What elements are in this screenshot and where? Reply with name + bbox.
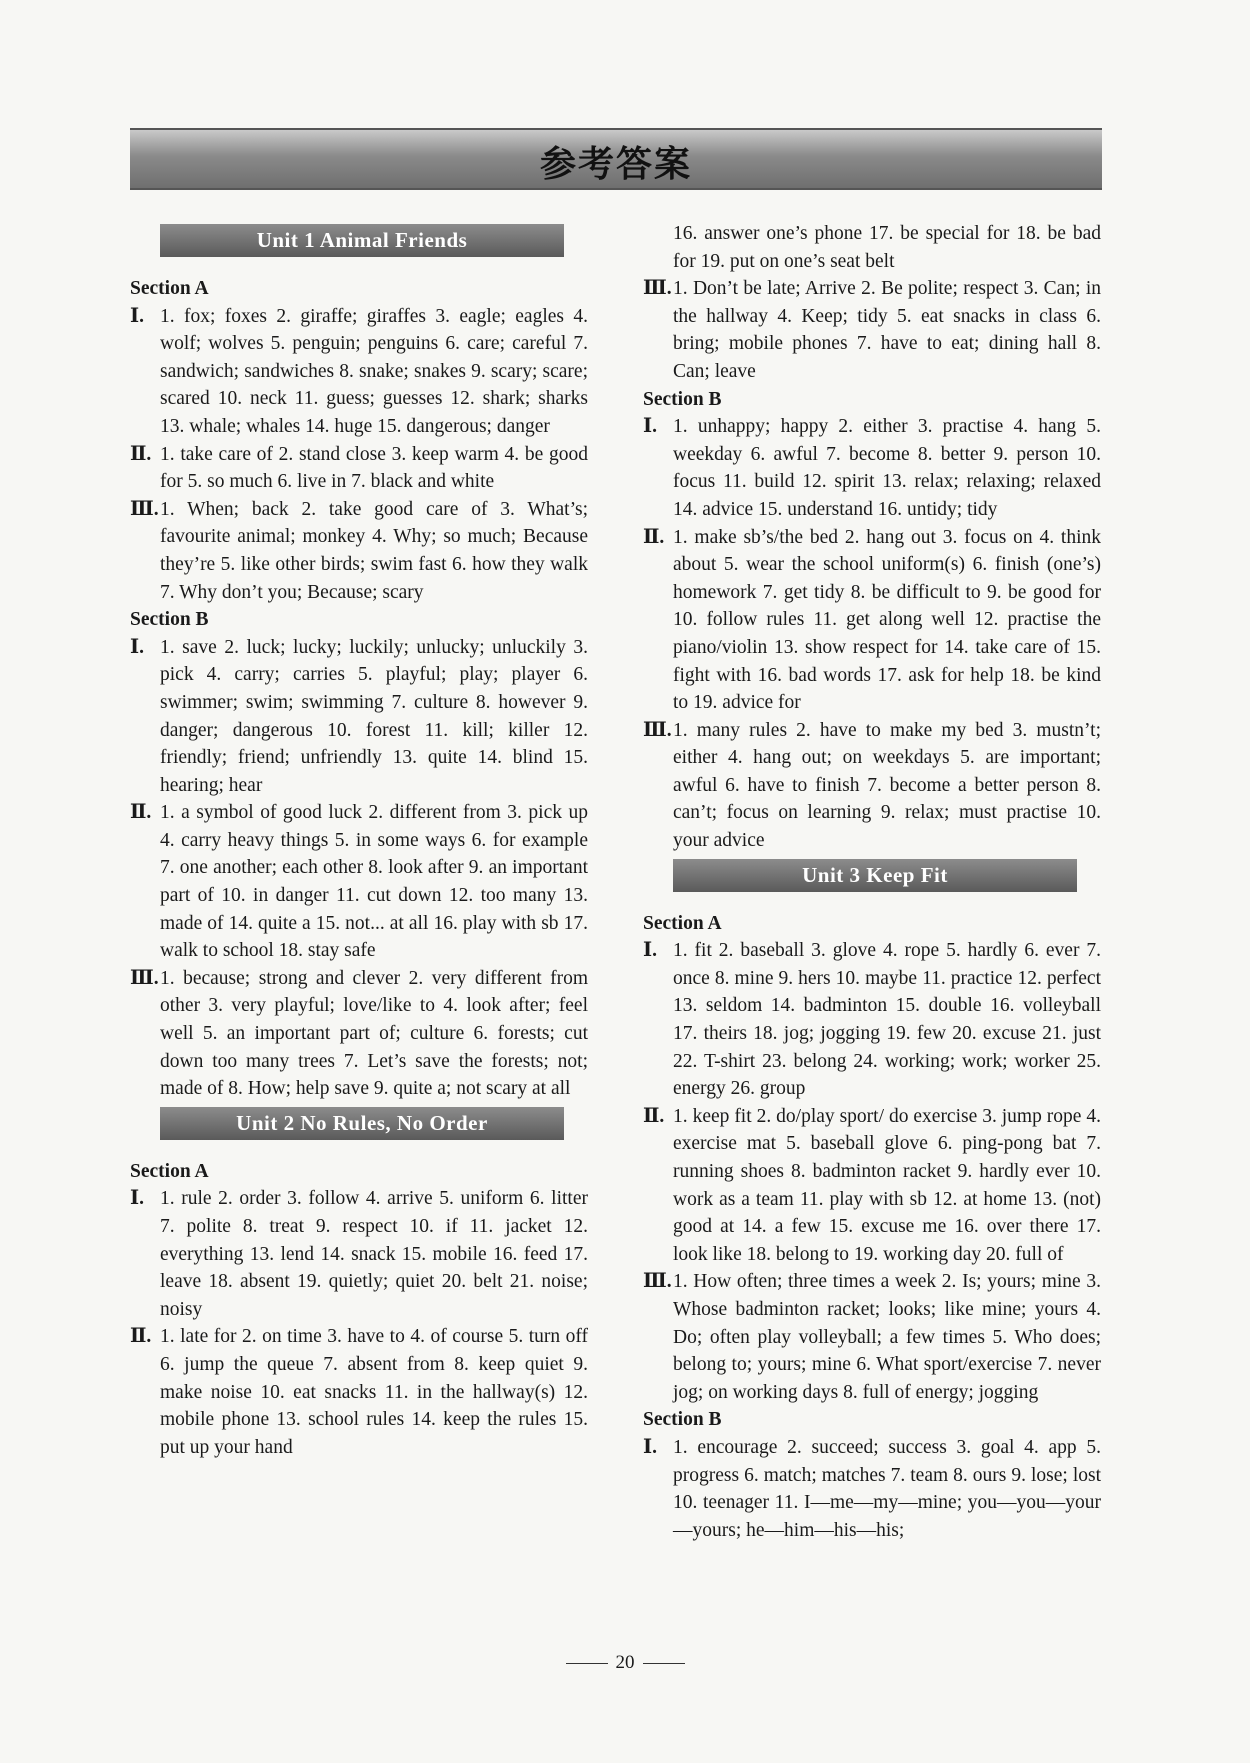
roman-numeral: Ⅱ. xyxy=(643,1105,665,1127)
answer-block xyxy=(643,937,1101,1103)
section-heading: Section A xyxy=(130,1160,209,1182)
answer-text: 1. When; back 2. take good care of 3. What’s; favourite animal; monkey 4. Why; so much; Because they’re 5. like other birds; swim fast 6. how they walk 7. Why don’t you; Because; scary xyxy=(160,498,588,603)
answer-block xyxy=(130,799,588,965)
roman-numeral: Ⅰ. xyxy=(643,940,657,962)
answer-block xyxy=(130,1323,588,1461)
roman-numeral: Ⅱ. xyxy=(130,443,152,465)
answer-text: 1. take care of 2. stand close 3. keep warm 4. be good for 5. so much 6. live in 7. black and white xyxy=(160,443,588,493)
answer-block xyxy=(130,303,588,441)
roman-numeral: Ⅰ. xyxy=(643,416,657,438)
answer-text: 1. keep fit 2. do/play sport/ do exercise 3. jump rope 4. exercise mat 5. baseball glove 6. ping-pong bat 7. running shoes 8. badminton racket 9. hardly ever 10. work as a team 11. play with sb 12. at home 13. (not) good at 14. a few 15. excuse me 16. over there 17. look like 18. belong to 19. working day 20. full of xyxy=(673,1105,1101,1265)
answer-text: 1. make sb’s/the bed 2. hang out 3. focus on 4. think about 5. wear the school uniform(s) 6. finish (one’s) homework 7. get tidy 8. be difficult to 9. be good for 10. follow rules 11. get along well 12. practise the piano/violin 13. show respect for 14. take care of 15. fight with 16. bad words 17. ask for help 18. be kind to 19. advice for xyxy=(673,526,1101,714)
answer-text: 1. fit 2. baseball 3. glove 4. rope 5. hardly 6. ever 7. once 8. mine 9. hers 10. maybe 11. practice 12. perfect 13. seldom 14. badminton 15. double 16. volleyball 17. theirs 18. jog; jogging 19. few 20. excuse 21. just 22. T-shirt 23. belong 24. working; work; worker 25. energy 26. group xyxy=(673,940,1101,1100)
unit-header: Unit 3 Keep Fit xyxy=(673,859,1077,892)
answer-text: 1. How often; three times a week 2. Is; yours; mine 3. Whose badminton racket; looks; like mine; yours 4. Do; often play volleyball; a few times 5. Who does; belong to; yours; mine 6. What sport/exercise 7. never jog; on working days 8. full of energy; jogging xyxy=(673,1271,1101,1403)
answer-text: 1. late for 2. on time 3. have to 4. of course 5. turn off 6. jump the queue 7. absent from 8. keep quiet 9. make noise 10. eat snacks 11. in the hallway(s) 12. mobile phone 13. school rules 14. keep the rules 15. put up your hand xyxy=(160,1326,588,1458)
page-number-rule xyxy=(566,1663,608,1664)
answer-text: 16. answer one’s phone 17. be special for 18. be bad for 19. put on one’s seat belt xyxy=(673,223,1101,272)
answer-block xyxy=(643,717,1101,855)
roman-numeral: Ⅰ. xyxy=(130,305,144,327)
roman-numeral: Ⅰ. xyxy=(643,1436,657,1458)
roman-numeral: Ⅰ. xyxy=(130,636,144,658)
roman-numeral: Ⅲ. xyxy=(130,498,159,520)
answer-text: 1. rule 2. order 3. follow 4. arrive 5. uniform 6. litter 7. polite 8. treat 9. respect 10. if 11. jacket 12. everything 13. lend 14. snack 15. mobile 16. feed 17. leave 18. absent 19. quietly; quiet 20. belt 21. noise; noisy xyxy=(160,1188,588,1320)
answer-text: 1. encourage 2. succeed; success 3. goal 4. app 5. progress 6. match; matches 7. team 8. ours 9. lose; lost 10. teenager 11. I—me—my—mine; you—you—your—yours; he—him—his—his; xyxy=(673,1436,1101,1541)
section-heading: Section A xyxy=(130,278,209,299)
answer-text: 1. fox; foxes 2. giraffe; giraffes 3. eagle; eagles 4. wolf; wolves 5. penguin; penguins 6. care; careful 7. sandwich; sandwiches 8. snake; snakes 9. scary; scare; scared 10. neck 11. guess; guesses 12. shark; sharks 13. whale; whales 14. huge 15. dangerous; danger xyxy=(160,305,588,437)
answer-block xyxy=(130,965,588,1103)
page-number-text: 20 xyxy=(615,1652,635,1673)
answer-text: 1. unhappy; happy 2. either 3. practise 4. hang 5. weekday 6. awful 7. become 8. better 9. person 10. focus 11. build 12. spirit 13. relax; relaxing; relaxed 14. advice 15. understand 16. untidy; tidy xyxy=(673,416,1101,520)
section-heading: Section A xyxy=(643,912,722,934)
answer-block xyxy=(643,1434,1101,1544)
roman-numeral: Ⅲ. xyxy=(643,278,672,300)
roman-numeral: Ⅱ. xyxy=(130,1326,152,1348)
answer-block xyxy=(643,524,1101,717)
answer-block xyxy=(643,1268,1101,1406)
roman-numeral: Ⅲ. xyxy=(643,719,672,741)
answer-text: 1. many rules 2. have to make my bed 3. mustn’t; either 4. hang out; on weekdays 5. are important; awful 6. have to finish 7. become a better person 8. can’t; focus on learning 9. relax; must practise 10. your advice xyxy=(673,719,1101,852)
page-title: 参考答案 xyxy=(539,144,692,185)
section-heading: Section B xyxy=(643,1409,722,1431)
roman-numeral: Ⅱ. xyxy=(643,526,665,548)
unit-header: Unit 2 No Rules, No Order xyxy=(160,1107,564,1140)
answer-block xyxy=(130,441,588,496)
answer-block xyxy=(643,413,1101,523)
page-number xyxy=(0,1652,1250,1674)
roman-numeral: Ⅲ. xyxy=(130,967,159,989)
roman-numeral: Ⅲ. xyxy=(643,1271,672,1293)
section-heading: Section B xyxy=(643,388,722,410)
section-heading: Section B xyxy=(130,609,209,631)
answer-block xyxy=(130,496,588,606)
right-column xyxy=(643,220,1101,1544)
answer-text: 1. a symbol of good luck 2. different from 3. pick up 4. carry heavy things 5. in some ways 6. for example 7. one another; each other 8. look after 9. an important part of 10. in danger 11. cut down 12. too many 13. made of 14. quite a 15. not... at all 16. play with sb 17. walk to school 18. stay safe xyxy=(160,802,588,962)
answer-text: 1. save 2. luck; lucky; luckily; unlucky; unluckily 3. pick 4. carry; carries 5. playful; play; player 6. swimmer; swim; swimming 7. culture 8. however 9. danger; dangerous 10. forest 11. kill; killer 12. friendly; friend; unfriendly 13. quite 14. blind 15. hearing; hear xyxy=(160,636,588,796)
page-number-rule xyxy=(643,1663,685,1664)
title-banner xyxy=(130,128,1102,190)
answer-continuation xyxy=(643,220,1101,275)
roman-numeral: Ⅱ. xyxy=(130,802,152,824)
answer-block xyxy=(643,1103,1101,1269)
unit-header: Unit 1 Animal Friends xyxy=(160,224,564,257)
answer-block xyxy=(130,634,588,800)
left-column xyxy=(130,220,588,1461)
answer-block xyxy=(130,1185,588,1323)
answer-text: 1. Don’t be late; Arrive 2. Be polite; respect 3. Can; in the hallway 4. Keep; tidy 5. eat snacks in class 6. bring; mobile phones 7. have to eat; dining hall 8. Can; leave xyxy=(673,278,1101,382)
answer-block xyxy=(643,275,1101,385)
roman-numeral: Ⅰ. xyxy=(130,1188,144,1210)
answer-text: 1. because; strong and clever 2. very different from other 3. very playful; love/like to 4. look after; feel well 5. an important part of; culture 6. forests; cut down too many trees 7. Let’s save the forests; not; made of 8. How; help save 9. quite a; not scary at all xyxy=(160,967,588,1100)
